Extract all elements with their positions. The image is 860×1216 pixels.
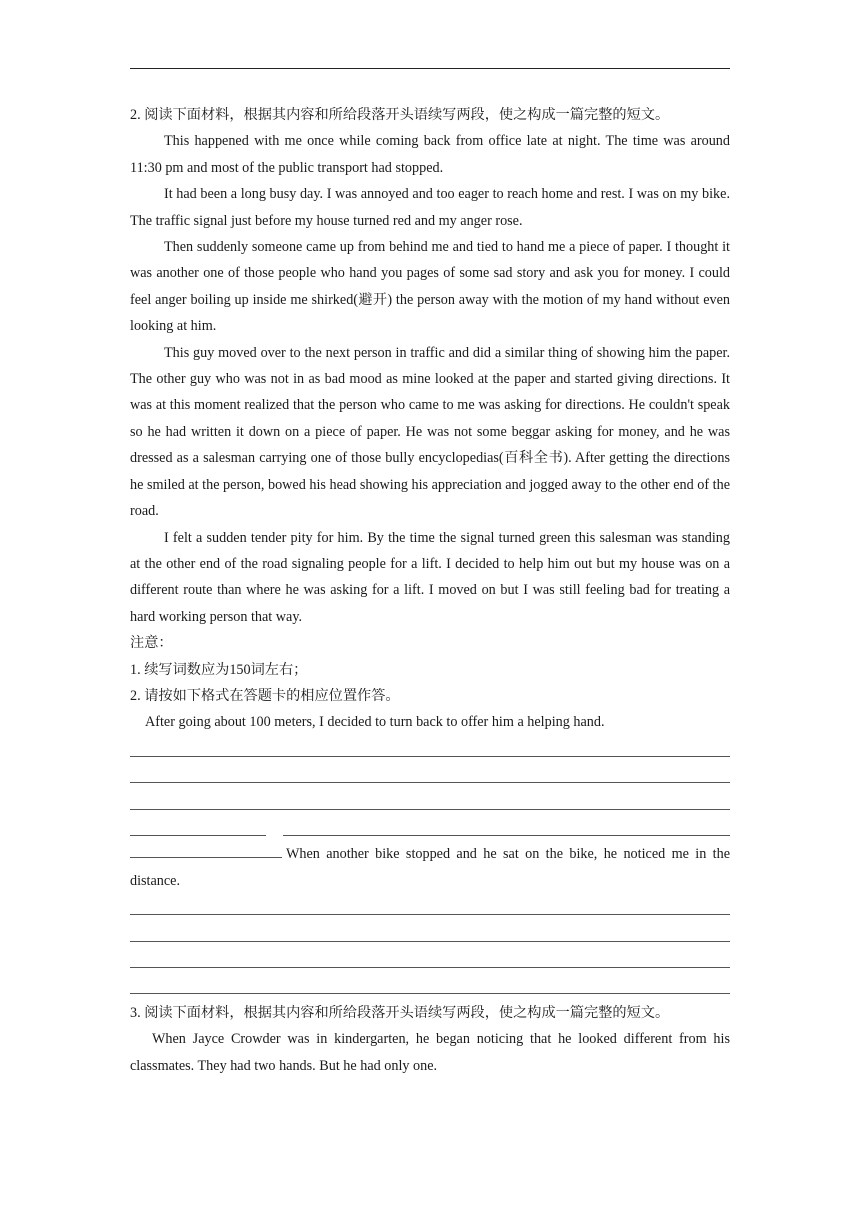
answer-line[interactable] bbox=[130, 921, 730, 947]
answer-line[interactable] bbox=[130, 894, 730, 920]
page-content bbox=[130, 102, 730, 1079]
q2-paragraph-1: This happened with me once while coming back from office late at night. The time was around 11:30 pm and most of the public transport had stopped. bbox=[130, 133, 730, 176]
continuation-para-1-lead: After going about 100 meters, I decided to turn back to offer him a helping hand. bbox=[145, 714, 605, 731]
answer-line-split[interactable] bbox=[130, 815, 730, 841]
q2-paragraph-2: It had been a long busy day. I was annoyed and too eager to reach home and rest. I was on my bike. The traffic signal just before my house turned red and my anger rose. bbox=[130, 186, 730, 229]
note-1: 1. 续写词数应为150词左右； bbox=[130, 661, 308, 678]
answer-line[interactable] bbox=[130, 947, 730, 973]
q3-paragraph-1: When Jayce Crowder was in kindergarten, he began noticing that he looked different from his classmates. They had two hands. But he had only one. bbox=[130, 1031, 730, 1074]
q2-paragraph-3: Then suddenly someone came up from behind me and tied to hand me a piece of paper. I thought it was another one of those people who hand you pages of some sad story and ask you for money. I could feel anger boiling up inside me shirked(避开) the person away with the motion of my hand without even looking at him. bbox=[130, 239, 730, 335]
q2-paragraph-5: I felt a sudden tender pity for him. By the time the signal turned green this salesman was standing at the other end of the road signaling people for a lift. I decided to help him out but my house was on a different route than where he was asking for a lift. I moved on but I was still feeling bad for treating a hard working person that way. bbox=[130, 529, 730, 625]
answer-line[interactable] bbox=[130, 789, 730, 815]
answer-line[interactable] bbox=[130, 973, 730, 999]
answer-line-segment bbox=[283, 835, 730, 836]
continuation-para-2 bbox=[130, 841, 730, 894]
header-rule bbox=[130, 68, 730, 69]
answer-line-segment bbox=[130, 835, 266, 836]
notes-title: 注意： bbox=[130, 635, 173, 652]
answer-line[interactable] bbox=[130, 736, 730, 762]
question-2-heading: 2. 阅读下面材料，根据其内容和所给段落开头语续写两段，使之构成一篇完整的短文。 bbox=[130, 107, 670, 123]
note-2: 2. 请按如下格式在答题卡的相应位置作答。 bbox=[130, 687, 400, 704]
question-3-heading: 3. 阅读下面材料，根据其内容和所给段落开头语续写两段，使之构成一篇完整的短文。 bbox=[130, 1004, 670, 1021]
answer-line[interactable] bbox=[130, 762, 730, 788]
answer-blank[interactable] bbox=[130, 843, 282, 858]
q2-paragraph-4: This guy moved over to the next person in traffic and did a similar thing of showing him the paper. The other guy who was not in as bad mood as mine looked at the paper and started giving directions. It was at this moment realized that the person who came to me was asking for directions. He couldn't speak so he had written it down on a piece of paper. He was not some beggar asking for money, and he was dressed as a salesman carrying one of those bully encyclopedias(百科全书). After getting the directions he smiled at the person, bowed his head showing his appreciation and jogged away to the other end of the road. bbox=[130, 344, 730, 520]
continuation-para-2-lead: When another bike stopped and he sat on the bike, he noticed me in the distance. bbox=[130, 846, 730, 889]
